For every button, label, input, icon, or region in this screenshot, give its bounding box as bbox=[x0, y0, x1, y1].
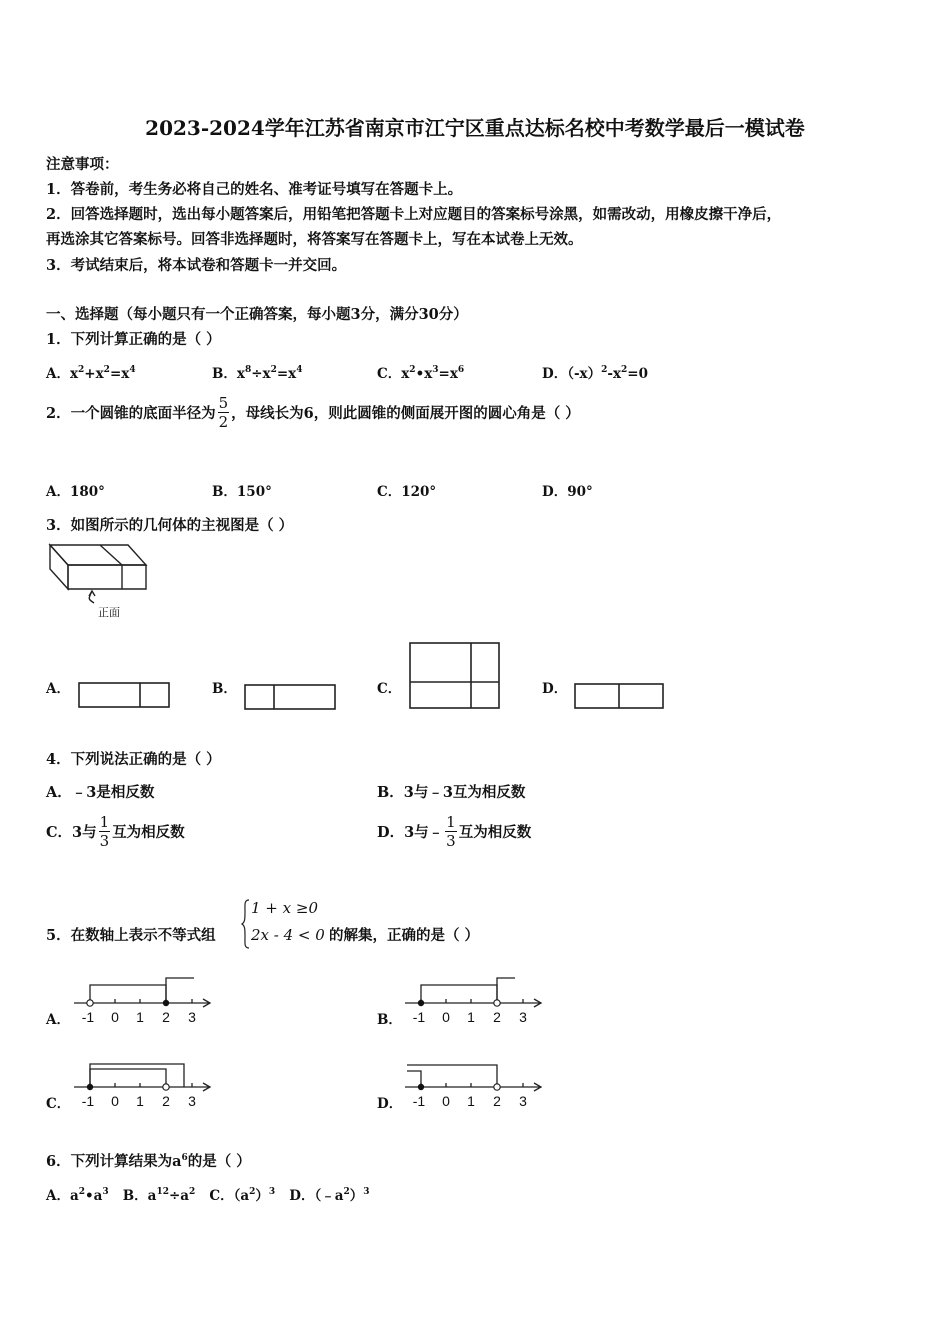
tick-label: 3 bbox=[188, 1009, 196, 1025]
q3-front-label: 正面 bbox=[98, 606, 120, 619]
q5-brace bbox=[241, 899, 251, 949]
q1-option-d: D．$(-x)^2-x^2=0$ bbox=[542, 365, 649, 382]
notice-item-2b: 再选涂其它答案标号。回答非选择题时，将答案写在答题卡上，写在本试卷上无效。 bbox=[46, 231, 583, 248]
q1-option-a: A．$x^2+x^2=x^4$ bbox=[46, 365, 136, 382]
page-title: 2023-2024学年江苏省南京市江宁区重点达标名校中考数学最后一模试卷 bbox=[145, 116, 805, 140]
q2-option-c: C．120° bbox=[377, 484, 437, 500]
q6-option-a: A．$a^2•a^3$ bbox=[46, 1187, 109, 1204]
q4-option-c: C．3与 $\frac{1}{3}$ 互为相反数 bbox=[46, 813, 185, 850]
q4-stem: 4．下列说法正确的是（ ） bbox=[46, 751, 221, 768]
q5-inequality-2: 2x - 4 < 0 bbox=[251, 926, 325, 944]
q1-option-c: C．$x^2•x^3=x^6$ bbox=[377, 365, 465, 382]
notice-heading: 注意事项： bbox=[46, 156, 119, 173]
q3-option-c-view[interactable] bbox=[409, 642, 503, 712]
q2-stem: 2．一个圆锥的底面半径为 $\frac{5}{2}$ ，母线长为6，则此圆锥的侧面展开图的圆心角是（ ） bbox=[46, 394, 580, 431]
tick-label: 3 bbox=[519, 1093, 527, 1109]
q5-option-a-numberline[interactable] bbox=[72, 974, 217, 1026]
section-heading: 一、选择题（每小题只有一个正确答案，每小题3分，满分30分） bbox=[46, 306, 468, 323]
q5-stem-post: 的解集，正确的是（ ） bbox=[329, 927, 480, 944]
tick-label: 3 bbox=[519, 1009, 527, 1025]
q6-option-d: D．$(﹣a^2)^3$ bbox=[289, 1187, 370, 1204]
notice-item-1: 1．答卷前，考生务必将自己的姓名、准考证号填写在答题卡上。 bbox=[46, 181, 463, 198]
q6-stem: 6．下列计算结果为$a^6$的是（ ） bbox=[46, 1153, 251, 1170]
q5-option-c-numberline[interactable] bbox=[72, 1058, 217, 1110]
q5-stem-pre: 5．在数轴上表示不等式组 bbox=[46, 927, 216, 944]
q5-option-a-label: A． bbox=[46, 1012, 70, 1028]
tick-label: 0 bbox=[442, 1009, 450, 1025]
q2-option-a: A．180° bbox=[46, 484, 105, 500]
q1-stem: 1．下列计算正确的是（ ） bbox=[46, 331, 221, 348]
tick-label: 1 bbox=[467, 1009, 475, 1025]
q6-option-b: B．$a^{12}\div a^2$ bbox=[122, 1187, 196, 1204]
q5-inequality-1: 1 + x ≥0 bbox=[251, 899, 318, 917]
tick-label: -1 bbox=[81, 1009, 95, 1025]
q3-stem: 3．如图所示的几何体的主视图是（ ） bbox=[46, 517, 294, 534]
tick-label: 1 bbox=[136, 1093, 144, 1109]
tick-label: 2 bbox=[493, 1009, 501, 1025]
q5-option-b-label: B． bbox=[377, 1012, 402, 1028]
q6-options bbox=[46, 1184, 370, 1204]
q4-option-a: A．﹣3是相反数 bbox=[46, 784, 155, 801]
tick-label: -1 bbox=[81, 1093, 95, 1109]
q5-option-d-numberline[interactable] bbox=[403, 1058, 548, 1110]
notice-item-2a: 2．回答选择题时，选出每小题答案后，用铅笔把答题卡上对应题目的答案标号涂黑，如需改动，用橡皮擦干净后， bbox=[46, 206, 782, 223]
q5-option-c-label: C． bbox=[46, 1096, 71, 1112]
q2-option-b: B．150° bbox=[212, 484, 272, 500]
tick-label: 0 bbox=[111, 1093, 119, 1109]
q3-option-c-label: C． bbox=[377, 681, 402, 697]
tick-label: 2 bbox=[493, 1093, 501, 1109]
q3-option-a-view[interactable] bbox=[78, 682, 172, 710]
q3-option-b-label: B． bbox=[212, 681, 237, 697]
q2-fraction: $\frac{5}{2}$ bbox=[218, 394, 229, 431]
tick-label: 2 bbox=[162, 1009, 170, 1025]
tick-label: -1 bbox=[412, 1093, 426, 1109]
q4-option-b: B．3与﹣3互为相反数 bbox=[377, 784, 526, 801]
q1-option-b: B．$x^8\div x^2=x^4$ bbox=[212, 365, 303, 382]
tick-label: 0 bbox=[111, 1009, 119, 1025]
notice-item-3: 3．考试结束后，将本试卷和答题卡一并交回。 bbox=[46, 257, 347, 274]
q6-option-c: C．$(a^2)^3$ bbox=[209, 1187, 276, 1204]
q5-option-b-numberline[interactable] bbox=[403, 974, 548, 1026]
tick-label: 1 bbox=[136, 1009, 144, 1025]
q4-option-d: D．3与﹣ $\frac{1}{3}$ 互为相反数 bbox=[377, 813, 532, 850]
q3-option-d-label: D． bbox=[542, 681, 568, 697]
tick-label: 1 bbox=[467, 1093, 475, 1109]
q5-option-d-label: D． bbox=[377, 1096, 403, 1112]
tick-label: 3 bbox=[188, 1093, 196, 1109]
tick-label: 0 bbox=[442, 1093, 450, 1109]
q3-option-d-view[interactable] bbox=[574, 683, 668, 711]
q3-option-a-label: A． bbox=[46, 681, 70, 697]
q2-option-d: D．90° bbox=[542, 484, 593, 500]
q3-option-b-view[interactable] bbox=[244, 684, 338, 712]
tick-label: -1 bbox=[412, 1009, 426, 1025]
tick-label: 2 bbox=[162, 1093, 170, 1109]
